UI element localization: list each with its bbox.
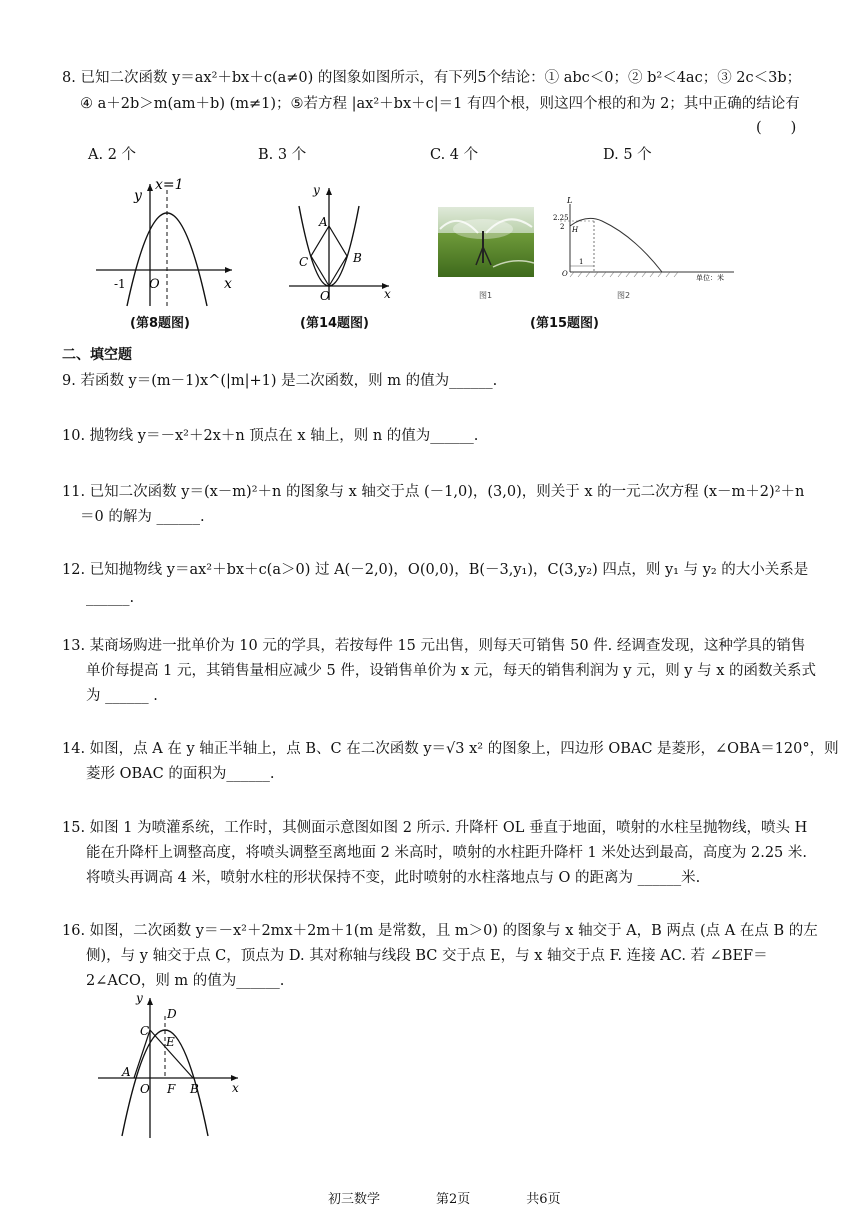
fig14-label-c: C (299, 255, 309, 269)
fig16-label-b: B (190, 1082, 199, 1096)
figure-q14 (285, 182, 395, 307)
fig15-label-O: O (562, 270, 568, 278)
fig15-label-img1: 图1 (479, 291, 493, 300)
footer-total: 共6页 (526, 1192, 561, 1207)
fig14-label-a: A (319, 215, 328, 229)
footer-subject: 初三数学 (328, 1192, 381, 1207)
fig8-caption: (第8题图) (130, 316, 190, 331)
q8-option-d: D. 5 个 (603, 147, 652, 163)
fig15-label-L: L (567, 196, 573, 205)
q13-line3: 为 ______ . (86, 688, 158, 704)
q11-line2: ＝0 的解为 ______. (80, 509, 205, 525)
q14-line2: 菱形 OBAC 的面积为______. (86, 766, 275, 782)
fig15-unit: 单位：米 (696, 274, 724, 282)
fig16-label-o: O (140, 1082, 150, 1096)
fig14-label-x: x (384, 287, 391, 301)
figure-q15-diagram (552, 194, 742, 282)
q8-option-c: C. 4 个 (430, 147, 479, 163)
fig8-label-neg1: -1 (114, 277, 126, 291)
figure-q16 (92, 990, 248, 1140)
fig8-label-x1: x=1 (155, 177, 184, 193)
q12-line1: 12. 已知抛物线 y＝ax²＋bx＋c(a＞0) 过 A(－2,0)，O(0,0)，B(－3,y₁)，C(3,y₂) 四点，则 y₁ 与 y₂ 的大小关系是 (62, 562, 809, 578)
fig16-label-a: A (122, 1065, 131, 1079)
fig16-label-e: E (166, 1035, 175, 1049)
fig16-label-c: C (140, 1024, 150, 1038)
fig14-label-o: O (320, 289, 330, 303)
fig15-label-2: 2 (560, 223, 565, 231)
fig15-label-img2: 图2 (617, 291, 631, 300)
q13-line2: 单价每提高 1 元，其销售量相应减少 5 件，设销售单价为 x 元，每天的销售利润为 y 元，则 y 与 x 的函数关系式 (86, 663, 816, 679)
figure-q8 (92, 172, 242, 312)
q15-line3: 将喷头再调高 4 米，喷射水柱的形状保持不变，此时喷射的水柱落地点与 O 的距离为 ______米. (86, 870, 701, 886)
fig16-label-y: y (136, 991, 143, 1005)
fig14-label-b: B (353, 251, 362, 265)
q16-line2: 侧)，与 y 轴交于点 C，顶点为 D. 其对称轴与线段 BC 交于点 E，与 x 轴交于点 F. 连接 AC. 若 ∠BEF＝ (86, 948, 768, 964)
q8-option-b: B. 3 个 (258, 147, 307, 163)
fig16-label-d: D (167, 1007, 177, 1021)
section-fill-in-blank: 二、填空题 (62, 347, 132, 363)
fig8-label-o: O (149, 277, 160, 292)
q12-line2: ______. (86, 590, 135, 606)
fig15-caption: (第15题图) (530, 316, 599, 331)
fig8-label-x: x (224, 276, 232, 292)
q15-line2: 能在升降杆上调整高度，将喷头调整至离地面 2 米高时，喷射的水柱距升降杆 1 米处达到最高，高度为 2.25 米. (86, 845, 807, 861)
figure-q15-photo (438, 207, 534, 277)
q16-line1: 16. 如图，二次函数 y＝－x²＋2mx＋2m＋1(m 是常数，且 m＞0) 的图象与 x 轴交于 A，B 两点 (点 A 在点 B 的左 (62, 923, 818, 939)
q9-text: 9. 若函数 y＝(m－1)x^(|m|+1) 是二次函数，则 m 的值为______. (62, 373, 498, 389)
fig16-label-x: x (232, 1081, 239, 1095)
q8-option-a: A. 2 个 (88, 147, 137, 163)
fig15-label-2-25: 2.25 (553, 214, 569, 222)
fig14-caption: (第14题图) (300, 316, 369, 331)
fig15-label-H: H (572, 226, 579, 234)
footer-page: 第2页 (436, 1192, 471, 1207)
q13-line1: 13. 某商场购进一批单价为 10 元的学具，若按每件 15 元出售，则每天可销售 50 件. 经调查发现，这种学具的销售 (62, 638, 806, 654)
fig15-water-arc (570, 218, 662, 272)
fig15-label-1: 1 (579, 258, 584, 266)
q8-answer-bracket: ( ) (756, 120, 797, 136)
q14-line1: 14. 如图，点 A 在 y 轴正半轴上，点 B、C 在二次函数 y＝√3 x² 的图象上，四边形 OBAC 是菱形，∠OBA＝120°，则 (62, 741, 839, 757)
q8-line1: 8. 已知二次函数 y＝ax²＋bx＋c(a≠0) 的图象如图所示，有下列5个结论：① abc＜0；② b²＜4ac；③ 2c＜3b； (62, 70, 802, 86)
q16-line3: 2∠ACO，则 m 的值为______. (86, 973, 285, 989)
q15-line1: 15. 如图 1 为喷灌系统，工作时，其侧面示意图如图 2 所示. 升降杆 OL 垂直于地面，喷射的水柱呈抛物线，喷头 H (62, 820, 808, 836)
q11-line1: 11. 已知二次函数 y＝(x－m)²＋n 的图象与 x 轴交于点 (－1,0)，(3,0)，则关于 x 的一元二次方程 (x－m＋2)²＋n (62, 484, 805, 500)
fig8-label-y: y (134, 188, 142, 204)
q10-text: 10. 抛物线 y＝－x²＋2x＋n 顶点在 x 轴上，则 n 的值为______. (62, 428, 479, 444)
q8-line2: ④ a＋2b＞m(am＋b) (m≠1)；⑤若方程 |ax²＋bx＋c|＝1 有四个根，则这四个根的和为 2；其中正确的结论有 (80, 96, 800, 112)
fig14-label-y: y (313, 183, 320, 197)
fig16-label-f: F (167, 1082, 176, 1096)
page-footer (300, 1190, 589, 1210)
